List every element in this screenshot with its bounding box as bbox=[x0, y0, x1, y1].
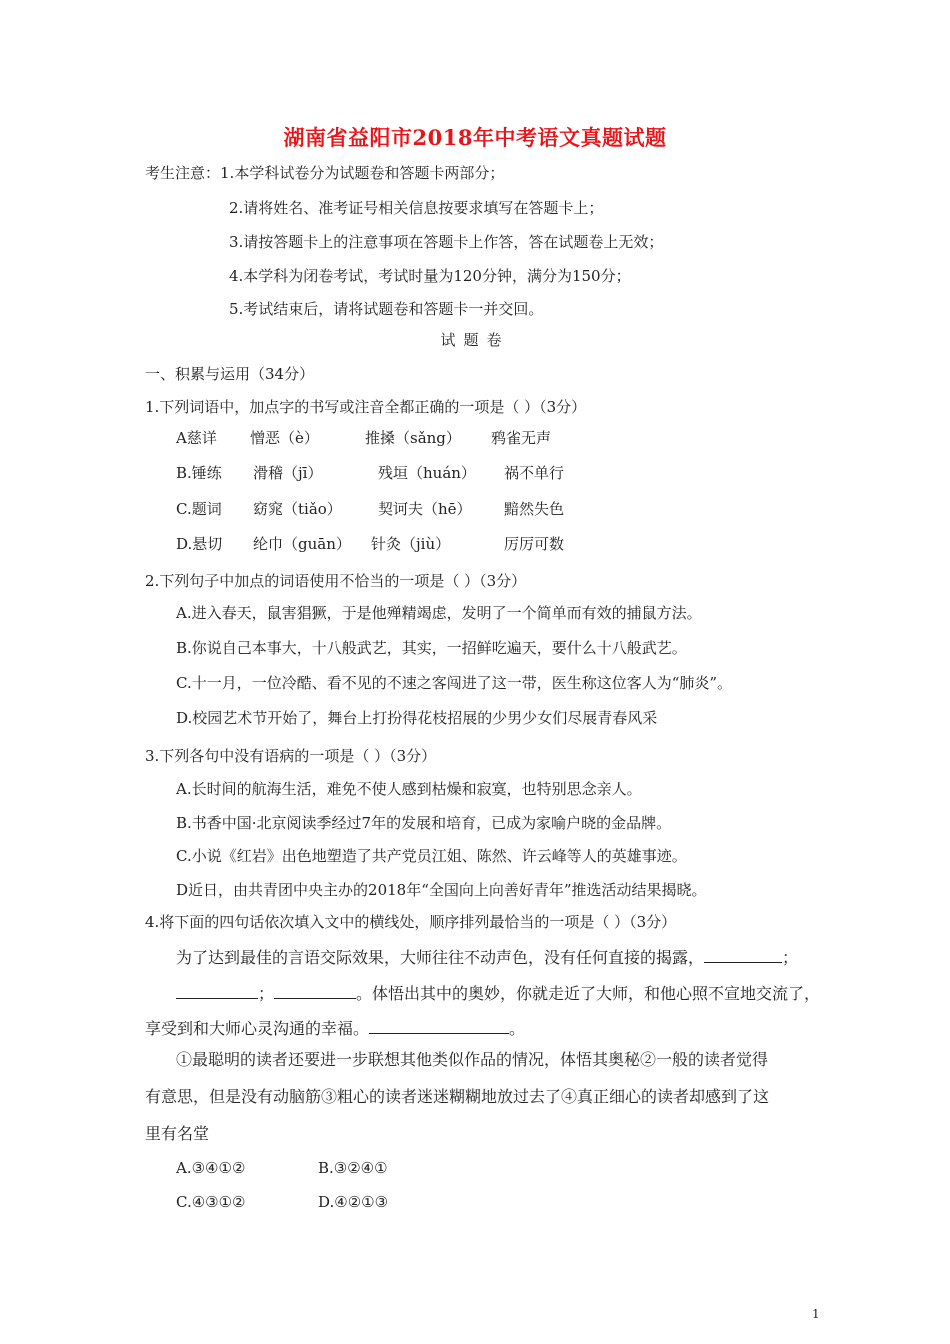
question-2-stem: 2.下列句子中加点的词语使用不恰当的一项是（ ）（3分） bbox=[145, 572, 527, 590]
paper-label: 试题卷 bbox=[440, 331, 510, 349]
answer-blank bbox=[704, 946, 782, 963]
q1-option-b-word: 祸不单行 bbox=[504, 464, 565, 482]
q1-option-c-word: 窈窕（tiǎo） bbox=[253, 500, 342, 518]
q4-choice: C.④③①② bbox=[176, 1193, 246, 1211]
notice-item: 2.请将姓名、准考证号相关信息按要求填写在答题卡上； bbox=[229, 199, 604, 217]
q3-option: A.长时间的航海生活，难免不使人感到枯燥和寂寞，也特别思念亲人。 bbox=[176, 780, 642, 798]
q1-option-c-word: C.题词 bbox=[176, 500, 222, 518]
notice-line-1 bbox=[145, 163, 504, 183]
q2-option: A.进入春天，鼠害猖獗，于是他殚精竭虑，发明了一个简单而有效的捕鼠方法。 bbox=[176, 604, 702, 622]
notice-item: 1.本学科试卷分为试题卷和答题卡两部分； bbox=[220, 164, 505, 182]
q4-passage-line-3 bbox=[145, 1017, 525, 1039]
q4-sentences-line: 里有名堂 bbox=[145, 1124, 210, 1143]
q1-option-b-word: B.锤练 bbox=[176, 464, 222, 482]
answer-blank bbox=[176, 982, 258, 999]
q1-option-d-word: 纶巾（guān） bbox=[253, 535, 351, 553]
q2-option: D.校园艺术节开始了，舞台上打扮得花枝招展的少男少女们尽展青春风采 bbox=[176, 709, 658, 727]
q1-option-b-word: 残垣（huán） bbox=[378, 464, 476, 482]
question-3-stem: 3.下列各句中没有语病的一项是（ ）（3分） bbox=[145, 747, 437, 765]
q3-option: B.书香中国·北京阅读季经过7年的发展和培育，已成为家喻户晓的金品牌。 bbox=[176, 814, 672, 832]
q4-passage-text: 为了达到最佳的言语交际效果，大师往往不动声色，没有任何直接的揭露， bbox=[176, 948, 705, 967]
notice-label: 考生注意： bbox=[145, 164, 221, 182]
q2-option: C.十一月，一位冷酷、看不见的不速之客闯进了这一带，医生称这位客人为“肺炎”。 bbox=[176, 674, 733, 692]
answer-blank bbox=[369, 1017, 509, 1034]
notice-item: 4.本学科为闭卷考试，考试时量为120分钟，满分为150分； bbox=[229, 267, 631, 285]
q4-choice: A.③④①② bbox=[176, 1159, 246, 1177]
question-4-stem: 4.将下面的四句话依次填入文中的横线处，顺序排列最恰当的一项是（ ）（3分） bbox=[145, 913, 677, 931]
q3-option: D近日，由共青团中央主办的2018年“全国向上向善好青年”推选活动结果揭晓。 bbox=[176, 881, 707, 899]
answer-blank bbox=[274, 982, 356, 999]
q2-option: B.你说自己本事大，十八般武艺，其实，一招鲜吃遍天，要什么十八般武艺。 bbox=[176, 639, 687, 657]
q4-passage-text: 。体悟出其中的奥妙，你就走近了大师，和他心照不宣地交流了， bbox=[356, 984, 821, 1003]
q4-passage-line-2 bbox=[176, 982, 820, 1004]
q1-option-c-word: 契诃夫（hē） bbox=[378, 500, 472, 518]
q1-option-a-word: 鸦雀无声 bbox=[491, 429, 552, 447]
q4-passage-text: 享受到和大师心灵沟通的幸福。 bbox=[145, 1019, 370, 1038]
notice-item: 5.考试结束后，请将试题卷和答题卡一并交回。 bbox=[229, 300, 544, 318]
q4-sentences-line: ①最聪明的读者还要进一步联想其他类似作品的情况，体悟其奥秘②一般的读者觉得 bbox=[176, 1050, 769, 1069]
q4-semicolon: ； bbox=[782, 948, 799, 967]
q1-option-c-word: 黯然失色 bbox=[504, 500, 565, 518]
q1-option-a-word: A慈详 bbox=[176, 429, 217, 447]
section-heading: 一、积累与运用（34分） bbox=[145, 365, 315, 383]
q4-semicolon: ； bbox=[258, 984, 275, 1003]
q1-option-d-word: 厉厉可数 bbox=[504, 535, 565, 553]
q4-sentences-line: 有意思，但是没有动脑筋③粗心的读者迷迷糊糊地放过去了④真正细心的读者却感到了这 bbox=[145, 1087, 770, 1106]
q1-option-d-word: 针灸（jiù） bbox=[371, 535, 451, 553]
q1-option-b-word: 滑稽（jī） bbox=[253, 464, 323, 482]
page-title: 湖南省益阳市2018年中考语文真题试题 bbox=[283, 125, 667, 150]
q4-passage-line-1 bbox=[176, 946, 798, 968]
q4-end-mark: 。 bbox=[509, 1019, 526, 1038]
q3-option: C.小说《红岩》出色地塑造了共产党员江姐、陈然、许云峰等人的英雄事迹。 bbox=[176, 847, 687, 865]
q1-option-d-word: D.悬切 bbox=[176, 535, 223, 553]
q4-choice: D.④②①③ bbox=[318, 1193, 389, 1211]
page-number: 1 bbox=[812, 1307, 820, 1321]
notice-item: 3.请按答题卡上的注意事项在答题卡上作答，答在试题卷上无效； bbox=[229, 233, 664, 251]
q1-option-a-word: 憎恶（è） bbox=[250, 429, 319, 447]
q4-choice: B.③②④① bbox=[318, 1159, 388, 1177]
question-1-stem: 1.下列词语中，加点字的书写或注音全都正确的一项是（ ）（3分） bbox=[145, 398, 587, 416]
q1-option-a-word: 推搡（sǎng） bbox=[365, 429, 461, 447]
